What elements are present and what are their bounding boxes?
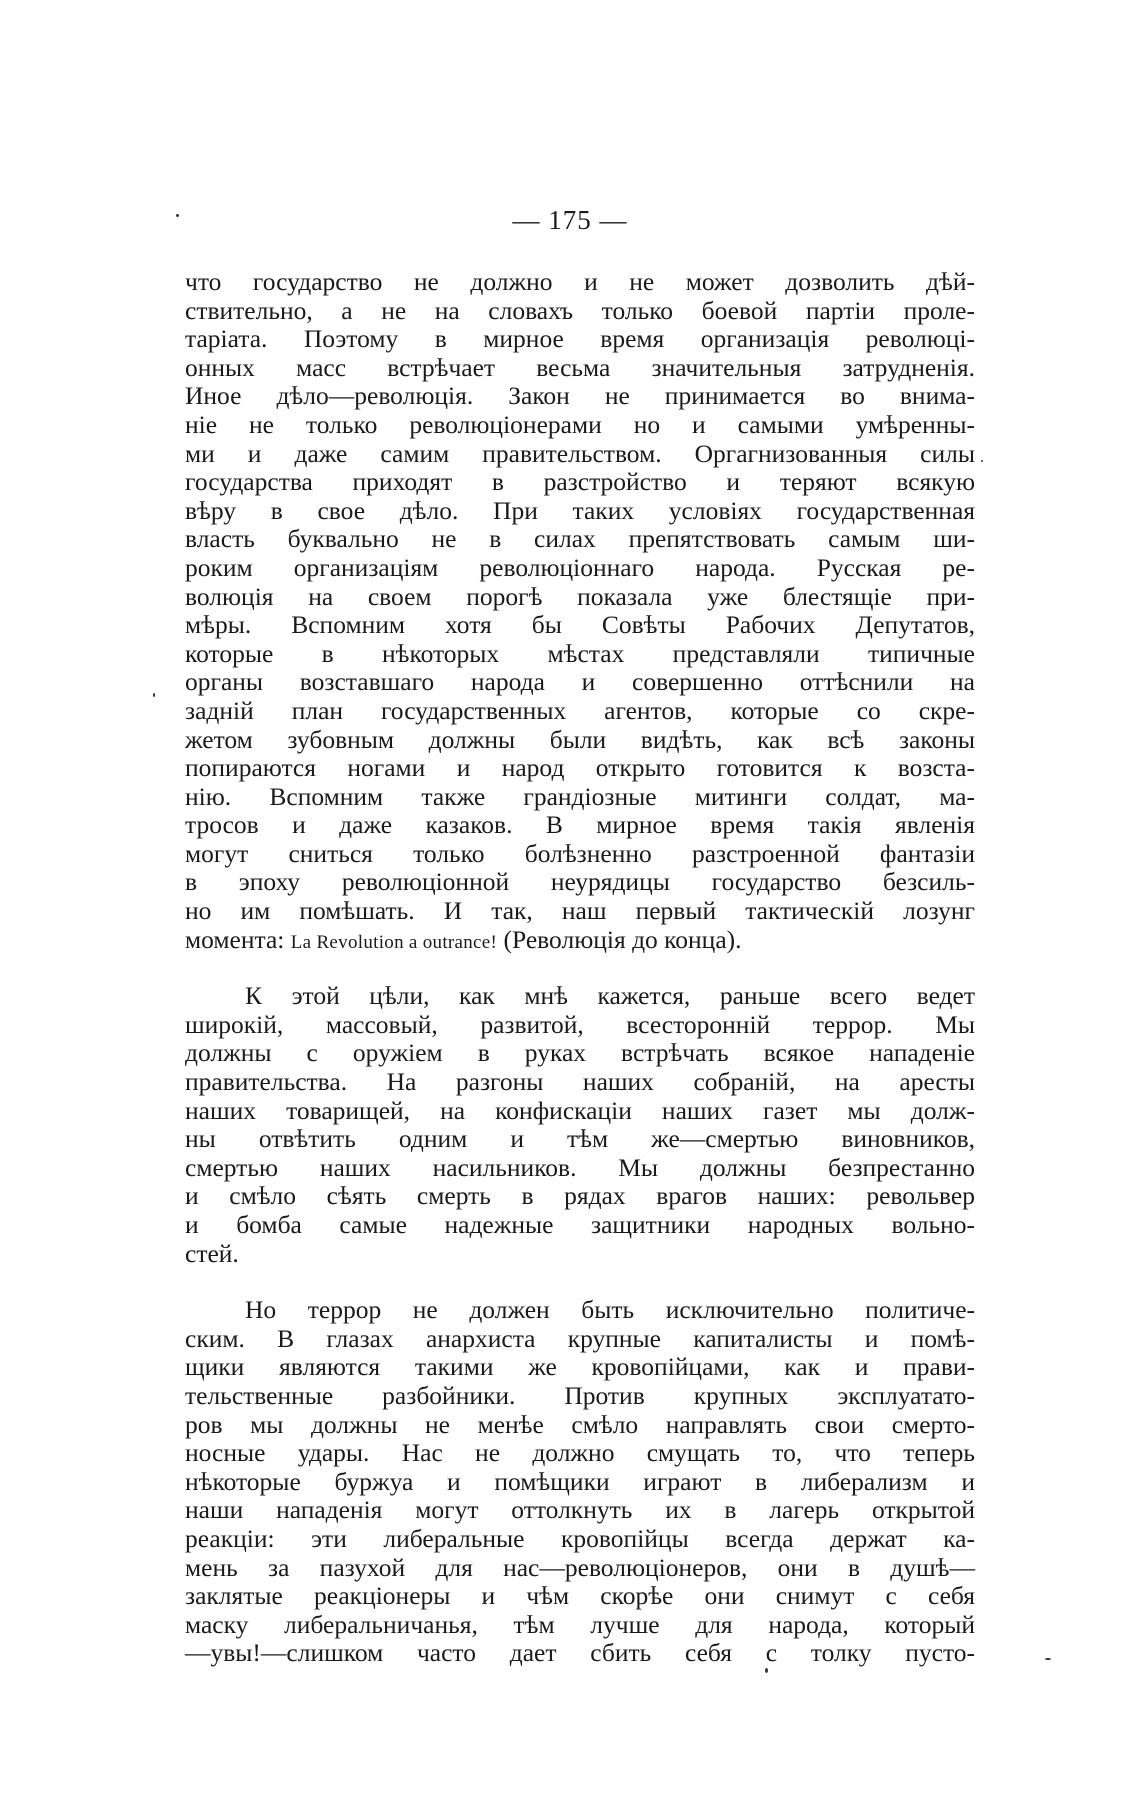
paragraph-2	[185, 982, 975, 1268]
text-line: которые в нѣкоторых мѣстах представляли типичные	[185, 638, 975, 668]
text-line: нѣкоторые буржуа и помѣщики играют в либерализм и	[185, 1466, 975, 1496]
text-line: что государство не должно и не может дозволить дѣй-	[185, 267, 975, 296]
text-line: органы возставшаго народа и совершенно оттѣснили на	[185, 667, 975, 697]
text-line: правительства. На разгоны наших собраній, на аресты	[185, 1067, 975, 1097]
text-line: ми и даже самим правительством. Оргагнизованныя силы	[185, 438, 975, 468]
scan-speck	[765, 1668, 768, 1673]
text-line: ны отвѣтить одним и тѣм же—смертью виновников,	[185, 1124, 975, 1154]
text-line: онных масс встрѣчает весьма значительныя затрудненія.	[185, 352, 975, 382]
text-line: и бомба самые надежные защитники народных вольно-	[185, 1210, 975, 1239]
text-fragment: (Революція до конца).	[497, 924, 742, 954]
paragraph-3	[185, 1296, 975, 1668]
text-line: маску либеральничанья, тѣм лучше для народа, который	[185, 1609, 975, 1639]
text-line: попираются ногами и народ открыто готовится к возста-	[185, 753, 975, 783]
text-line: стей.	[185, 1238, 239, 1268]
text-line: заклятые реакціонеры и чѣм скорѣе они снимут с себя	[185, 1581, 975, 1611]
text-line: роким организаціям революціоннаго народа. Русская ре-	[185, 552, 975, 582]
text-line: задній план государственных агентов, которые со скре-	[185, 695, 975, 725]
text-line: тросов и даже казаков. В мирное время такія явленія	[185, 810, 975, 840]
scan-speck	[153, 693, 155, 697]
text-line: мѣры. Вспомним хотя бы Совѣты Рабочих Депутатов,	[185, 610, 975, 640]
scan-speck	[1045, 1658, 1051, 1660]
paragraph-gap	[185, 954, 975, 982]
scan-speck	[981, 460, 983, 462]
text-line: ствительно, а не на словахъ только боевой партіи проле-	[185, 295, 975, 325]
text-line: наши нападенія могут оттолкнуть их в лагерь открытой	[185, 1495, 975, 1525]
body-text	[185, 268, 975, 1668]
scan-speck	[176, 214, 179, 217]
text-line: щики являются такими же кровопійцами, как и прави-	[185, 1352, 975, 1382]
french-slogan: La Revolution a outrance!	[290, 931, 498, 953]
text-line: в эпоху революціонной неурядицы государство безсиль-	[185, 867, 975, 897]
page-number: — 175 —	[512, 205, 628, 235]
text-line: но им помѣшать. И так, наш первый тактическій лозунг	[185, 896, 975, 926]
text-line: нію. Вспомним также грандіозные митинги солдат, ма-	[185, 781, 975, 811]
paragraph-gap	[185, 1268, 975, 1296]
text-line: и смѣло сѣять смерть в рядах врагов наших: револьвер	[185, 1181, 975, 1211]
text-line: тельственные разбойники. Против крупных эксплуатато-	[185, 1380, 975, 1410]
text-line: волюція на своем порогѣ показала уже блестящіе при-	[185, 581, 975, 611]
text-line: К этой цѣли, как мнѣ кажется, раньше всего ведет	[245, 981, 975, 1011]
text-line: должны с оружіем в руках встрѣчать всякое нападеніе	[185, 1038, 975, 1068]
text-line: широкій, массовый, развитой, всесторонній террор. Мы	[185, 1009, 975, 1039]
paragraph-1	[185, 268, 975, 954]
text-line: жетом зубовным должны были видѣть, как всѣ законы	[185, 724, 975, 754]
text-line: Но террор не должен быть исключительно политиче-	[245, 1295, 975, 1325]
text-line: государства приходят в разстройство и теряют всякую	[185, 467, 975, 497]
text-line: реакціи: эти либеральные кровопійцы всегда держат ка-	[185, 1523, 975, 1553]
text-line: таріата. Поэтому в мирное время организація революці-	[185, 324, 975, 354]
text-line-final	[185, 926, 975, 955]
text-line: мень за пазухой для нас—революціонеров, они в душѣ—	[185, 1552, 975, 1582]
text-line: ров мы должны не менѣе смѣло направлять свои смерто-	[185, 1409, 975, 1439]
text-line: смертью наших насильников. Мы должны безпрестанно	[185, 1152, 975, 1182]
text-line: ніе не только революціонерами но и самыми умѣренны-	[185, 409, 975, 439]
text-line: ским. В глазах анархиста крупные капиталисты и помѣ-	[185, 1323, 975, 1353]
text-line: наших товарищей, на конфискаціи наших газет мы долж-	[185, 1095, 975, 1125]
text-line: могут сниться только болѣзненно разстроенной фантазіи	[185, 838, 975, 868]
text-fragment: момента:	[185, 924, 291, 954]
text-line: вѣру в свое дѣло. При таких условіях государственная	[185, 495, 975, 525]
text-line: —увы!—слишком часто дает сбить себя с толку пусто-	[185, 1638, 975, 1668]
text-line: Иное дѣло—революція. Закон не принимается во внима-	[185, 381, 975, 411]
text-line: власть буквально не в силах препятствовать самым ши-	[185, 524, 975, 554]
text-line: носные удары. Нас не должно смущать то, что теперь	[185, 1438, 975, 1468]
